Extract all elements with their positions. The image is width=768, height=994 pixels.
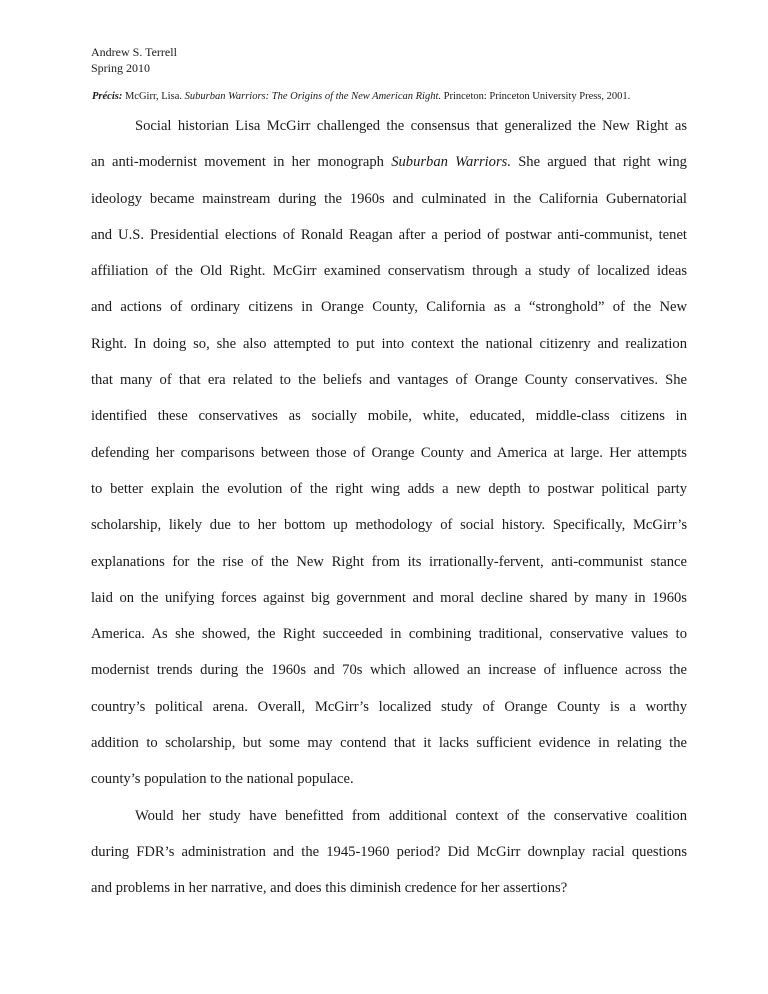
term-label: Spring 2010 bbox=[91, 61, 151, 75]
precis-citation bbox=[92, 90, 630, 104]
book-title-inline: Suburban Warriors. bbox=[391, 154, 511, 171]
paragraph-2-line: and problems in her narrative, and does this diminish credence for her assertions? bbox=[91, 880, 568, 897]
paragraph-1-line: scholarship, likely due to her bottom up methodology of social history. Specifically, McGirr’s bbox=[91, 517, 687, 534]
paragraph-1-line: country’s political arena. Overall, McGirr’s localized study of Orange County is a worthy bbox=[91, 698, 687, 715]
paragraph-2-line: Would her study have benefitted from additional context of the conservative coalition bbox=[135, 807, 687, 824]
paragraph-1-line: addition to scholarship, but some may contend that it lacks sufficient evidence in relating the bbox=[91, 735, 687, 752]
paragraph-1-line: Right. In doing so, she also attempted to put into context the national citizenry and realization bbox=[91, 335, 687, 352]
precis-publisher: Princeton: Princeton University Press, 2001. bbox=[441, 91, 631, 102]
paragraph-1-line: and U.S. Presidential elections of Ronald Reagan after a period of postwar anti-communist, tenet bbox=[91, 226, 687, 243]
line-text: She argued that right wing bbox=[510, 154, 687, 171]
paragraph-2-line: during FDR’s administration and the 1945-1960 period? Did McGirr downplay racial questions bbox=[91, 843, 687, 860]
paragraph-1-line: modernist trends during the 1960s and 70s which allowed an increase of influence across the bbox=[91, 662, 687, 679]
paragraph-1-line: laid on the unifying forces against big government and moral decline shared by many in 1960s bbox=[91, 589, 687, 606]
paragraph-1-line: explanations for the rise of the New Right from its irrationally-fervent, anti-communist stance bbox=[91, 553, 687, 570]
precis-book-title: Suburban Warriors: The Origins of the New American Right. bbox=[184, 91, 441, 102]
paragraph-1-line: that many of that era related to the beliefs and vantages of Orange County conservatives. She bbox=[91, 372, 687, 389]
document-header bbox=[91, 44, 177, 76]
essay-body bbox=[91, 108, 687, 907]
paragraph-1-line: to better explain the evolution of the right wing adds a new depth to postwar political party bbox=[91, 480, 687, 497]
paragraph-1-line: county’s population to the national populace. bbox=[91, 771, 354, 788]
paragraph-1-line bbox=[91, 144, 687, 180]
paragraph-1-line: defending her comparisons between those of Orange County and America at large. Her attempts bbox=[91, 444, 687, 461]
paragraph-1-line: ideology became mainstream during the 1960s and culminated in the California Gubernatorial bbox=[91, 190, 687, 207]
paragraph-1-line: and actions of ordinary citizens in Orange County, California as a “stronghold” of the New bbox=[91, 299, 687, 316]
precis-author: McGirr, Lisa. bbox=[122, 91, 185, 102]
author-name: Andrew S. Terrell bbox=[91, 45, 177, 59]
paragraph-1-line: identified these conservatives as socially mobile, white, educated, middle-class citizens in bbox=[91, 408, 687, 425]
line-text: an anti-modernist movement in her monograph bbox=[91, 154, 392, 171]
paragraph-1-line: affiliation of the Old Right. McGirr examined conservatism through a study of localized ideas bbox=[91, 263, 687, 280]
precis-label: Précis: bbox=[92, 91, 123, 102]
paragraph-1-line: America. As she showed, the Right succeeded in combining traditional, conservative values to bbox=[91, 626, 687, 643]
paragraph-1-line: Social historian Lisa McGirr challenged the consensus that generalized the New Right as bbox=[135, 118, 687, 134]
